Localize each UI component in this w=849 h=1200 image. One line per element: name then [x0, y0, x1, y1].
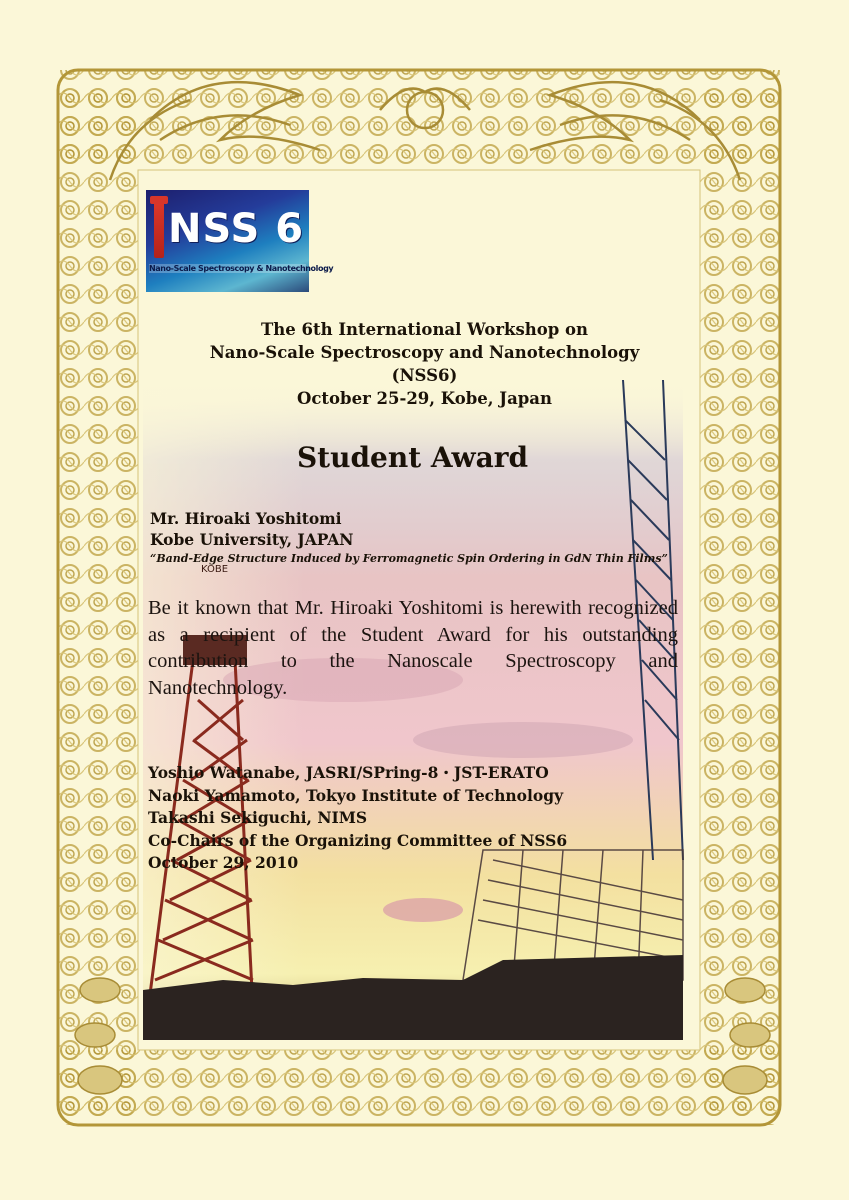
signers-block	[148, 762, 688, 875]
logo-subtitle: Nano-Scale Spectroscopy & Nanotechnology	[149, 264, 334, 273]
header-line-3: (NSS6)	[391, 366, 458, 385]
border-top	[58, 70, 780, 170]
background-photo	[143, 380, 683, 1040]
header-line-4: October 25-29, Kobe, Japan	[296, 389, 552, 408]
award-statement: Be it known that Mr. Hiroaki Yoshitomi is herewith recognized as a recipient of the Student Award for his outstanding contribution to the Nanoscale Spectroscopy and Nanotechnology.	[148, 597, 678, 699]
workshop-header	[0, 318, 849, 410]
logo-title: NSS 6	[168, 206, 305, 252]
signer-2: Naoki Yamamoto, Tokyo Institute of Technology	[148, 785, 564, 805]
award-date: October 29, 2010	[148, 853, 299, 872]
border-bottom	[58, 1050, 780, 1125]
award-title: Student Award	[296, 441, 529, 474]
signer-1: Yoshio Watanabe, JASRI/SPring-8・JST-ERATO	[148, 763, 549, 782]
leaf-ornament-bottom-left	[75, 978, 122, 1094]
leaf-ornament-bottom-right	[723, 978, 770, 1094]
cloud	[383, 898, 463, 922]
nss6-logo	[146, 190, 334, 292]
header-line-1: The 6th International Workshop on	[260, 320, 589, 339]
border-right	[700, 90, 780, 1120]
recipient-name: Mr. Hiroaki Yoshitomi	[150, 509, 342, 528]
logo-tower-icon	[154, 196, 164, 258]
header-line-2: Nano-Scale Spectroscopy and Nanotechnology	[209, 343, 640, 362]
tower-label: KOBE	[201, 564, 229, 575]
border-left	[58, 90, 138, 1120]
cloud	[413, 722, 633, 758]
recipient-affiliation: Kobe University, JAPAN	[150, 530, 354, 549]
signer-3: Takashi Sekiguchi, NIMS	[148, 808, 368, 827]
signers-role: Co-Chairs of the Organizing Committee of NSS6	[148, 830, 568, 850]
recipient-block	[150, 508, 690, 568]
paper-title: “Band-Edge Structure Induced by Ferromagnetic Spin Ordering in GdN Thin Films”	[150, 552, 668, 565]
